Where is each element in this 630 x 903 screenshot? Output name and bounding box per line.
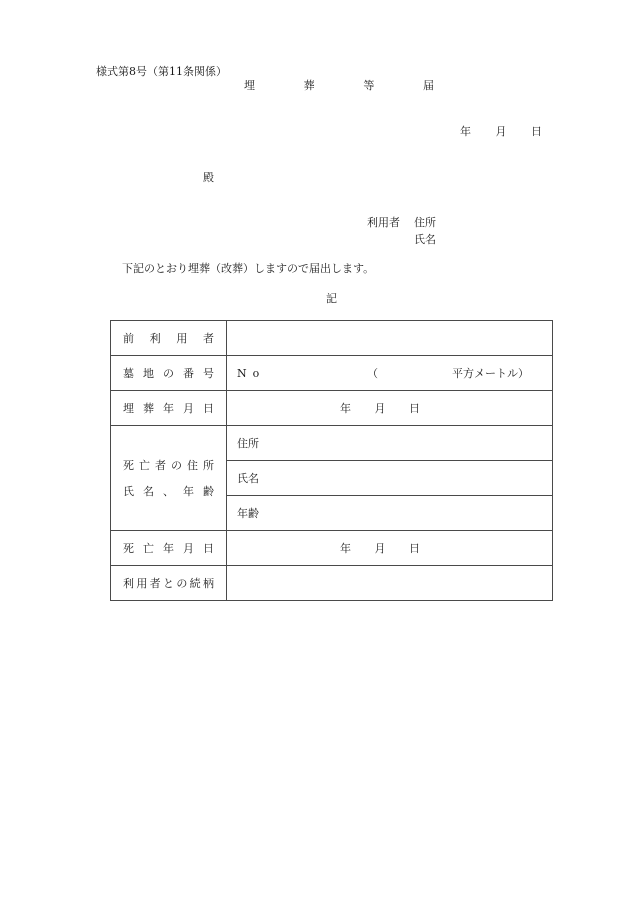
label-char: 名	[143, 485, 154, 498]
applicant-name-label: 氏名	[414, 233, 436, 246]
year-label: 年	[460, 125, 471, 138]
year-label: 年	[340, 402, 351, 415]
grave-number-field[interactable]	[227, 356, 553, 391]
label-char: 葬	[143, 402, 154, 415]
month-label: 月	[374, 402, 386, 415]
intro-text: 下記のとおり埋葬（改葬）しますので届出します。	[122, 262, 375, 275]
grave-number-label	[111, 356, 227, 391]
burial-date-label	[111, 391, 227, 426]
label-char: 用	[136, 577, 148, 590]
title-char: 等	[363, 79, 375, 92]
label-char: 続	[189, 577, 201, 590]
submission-date	[460, 126, 542, 137]
applicant-label: 利用者	[367, 216, 400, 229]
label-char: 年	[183, 485, 194, 498]
label-char: の	[171, 459, 182, 472]
label-char: 墓	[123, 367, 134, 380]
relation-label	[111, 566, 227, 601]
label-char: 亡	[139, 459, 150, 472]
deceased-age-field[interactable]	[227, 496, 553, 531]
label-char: 用	[176, 332, 188, 345]
table-row	[111, 321, 553, 356]
grave-area-unit: 平方メートル）	[452, 367, 529, 380]
title-char: 葬	[303, 79, 315, 92]
form-number-label: 様式第8号（第11条関係）	[96, 65, 227, 78]
grave-paren: （	[367, 367, 378, 380]
deceased-name-field[interactable]	[227, 461, 553, 496]
label-char: 月	[183, 402, 194, 415]
deceased-name-label: 氏名	[237, 472, 259, 485]
addressee-suffix: 殿	[203, 171, 214, 184]
label-char: 利	[149, 332, 161, 345]
relation-field[interactable]	[227, 566, 553, 601]
death-date-label	[111, 531, 227, 566]
month-label: 月	[495, 125, 507, 138]
label-char: の	[176, 577, 188, 590]
label-char: と	[162, 577, 174, 590]
label-char: 日	[203, 402, 214, 415]
label-char: 、	[163, 485, 174, 498]
ki-heading: 記	[326, 292, 337, 305]
applicant-address-label: 住所	[414, 216, 436, 229]
deceased-address-label: 住所	[237, 437, 259, 450]
label-char: 住	[187, 459, 198, 472]
label-char: 者	[202, 332, 214, 345]
deceased-info-label	[111, 426, 227, 531]
death-date-field[interactable]	[227, 531, 553, 566]
day-label: 日	[409, 542, 420, 555]
label-char: 利	[123, 577, 134, 590]
title-char: 埋	[244, 79, 255, 92]
label-char: 死	[123, 459, 134, 472]
label-char: 年	[163, 542, 174, 555]
label-char: 亡	[143, 542, 154, 555]
label-char: 番	[183, 367, 194, 380]
table-row	[111, 426, 553, 461]
day-label: 日	[409, 402, 420, 415]
label-char: 柄	[202, 577, 214, 590]
label-char: 月	[183, 542, 194, 555]
title-char: 届	[422, 79, 434, 92]
label-char: 地	[143, 367, 154, 380]
deceased-address-field[interactable]	[227, 426, 553, 461]
label-char: 者	[149, 577, 161, 590]
label-char: 号	[203, 367, 214, 380]
burial-form-table	[110, 320, 553, 601]
label-char: の	[163, 367, 174, 380]
table-row	[111, 356, 553, 391]
burial-date-field[interactable]	[227, 391, 553, 426]
deceased-age-label: 年齢	[237, 507, 259, 520]
label-char: 齢	[203, 485, 214, 498]
label-char: 所	[203, 459, 214, 472]
year-label: 年	[340, 542, 351, 555]
label-char: 者	[155, 459, 166, 472]
label-char: 氏	[123, 485, 134, 498]
grave-no-text: No	[237, 366, 266, 380]
label-char: 埋	[123, 402, 134, 415]
month-label: 月	[374, 542, 386, 555]
previous-user-label	[111, 321, 227, 356]
label-char: 前	[123, 332, 134, 345]
document-title	[244, 80, 434, 91]
label-char: 年	[163, 402, 174, 415]
label-char: 日	[203, 542, 214, 555]
day-label: 日	[531, 125, 542, 138]
previous-user-field[interactable]	[227, 321, 553, 356]
table-row	[111, 391, 553, 426]
table-row	[111, 531, 553, 566]
table-row	[111, 566, 553, 601]
label-char: 死	[123, 542, 134, 555]
